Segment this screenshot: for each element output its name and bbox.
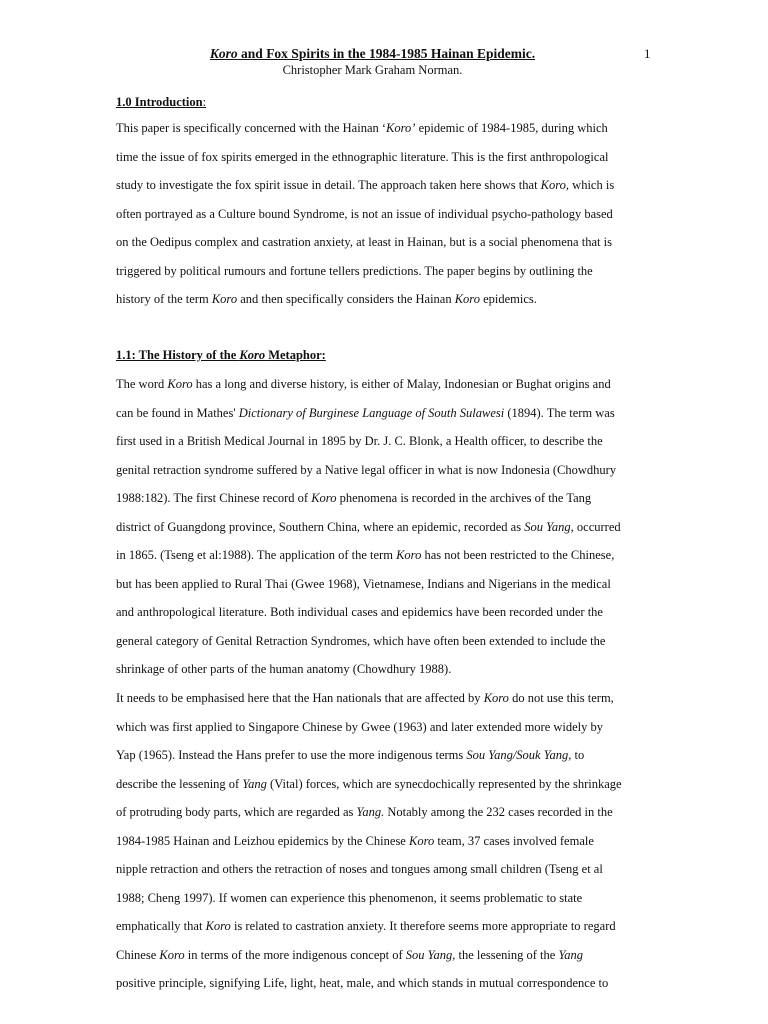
text-segment: history of the term <box>116 292 212 306</box>
text-segment: do not use this term, <box>508 691 614 705</box>
italic-term: Koro <box>483 691 509 705</box>
text-line <box>116 257 646 286</box>
text-segment: Notably among the 232 cases recorded in the <box>384 805 613 819</box>
italic-term: Sou Yang, <box>524 519 574 534</box>
section-heading-history <box>116 348 326 363</box>
italic-term: Dictionary of Burginese Language of South Sulawesi <box>238 405 505 420</box>
text-line <box>116 912 646 941</box>
text-segment: genital retraction syndrome suffered by a Native legal officer in what is now Indonesia (Chowdhury <box>116 462 617 477</box>
italic-term: Koro <box>454 292 480 306</box>
text-line <box>116 200 646 229</box>
text-line <box>116 285 646 314</box>
italic-term: Yang <box>558 947 584 962</box>
text-line <box>116 770 646 799</box>
text-line <box>116 627 646 656</box>
text-segment: general category of Genital Retraction Syndromes, which have often been extended to include the <box>116 633 606 648</box>
text-line <box>116 884 646 913</box>
title-italic: Koro <box>209 46 238 61</box>
text-segment: of protruding body parts, which are regarded as <box>116 805 357 819</box>
paragraph-han-nationals <box>116 684 646 998</box>
text-segment: time the issue of fox spirits emerged in the ethnographic literature. This is the first anthropological <box>116 149 609 164</box>
text-line <box>116 228 646 257</box>
paper-title <box>0 46 745 62</box>
author-name: Christopher Mark Graham Norman. <box>282 63 463 77</box>
text-line <box>116 171 646 200</box>
text-segment: positive principle, signifying Life, light, heat, male, and which stands in mutual correspondence to <box>116 976 609 990</box>
text-segment: (1894). The term was <box>504 405 615 420</box>
italic-term: Yang <box>242 776 267 791</box>
text-line <box>116 655 646 684</box>
italic-term: Koro <box>159 947 185 962</box>
text-segment: has a long and diverse history, is either of Malay, Indonesian or Bughat origins and <box>192 377 611 391</box>
text-segment: The word <box>116 377 168 391</box>
italic-term: Sou Yang/Souk Yang, <box>466 748 572 762</box>
text-segment: epidemics. <box>479 292 537 306</box>
italic-term: Koro <box>211 292 238 306</box>
text-line <box>116 713 646 742</box>
text-segment: This paper is specifically concerned with the Hainan ‘ <box>116 121 387 135</box>
text-line <box>116 399 646 428</box>
heading-text: 1.0 Introduction <box>116 95 203 109</box>
italic-term: Koro <box>205 919 231 933</box>
italic-term: Koro <box>167 377 193 391</box>
italic-term: Koro, <box>540 178 570 192</box>
text-segment: 1988:182). The first Chinese record of <box>116 491 312 505</box>
text-segment: nipple retraction and others the retraction of noses and tongues among small children (Tseng et al <box>116 862 603 876</box>
text-line <box>116 484 646 513</box>
text-segment: but has been applied to Rural Thai (Gwee 1968), Vietnamese, Indians and Nigerians in the medical <box>116 576 611 591</box>
text-segment: which was first applied to Singapore Chinese by Gwee (1963) and later extended more widely by <box>116 719 604 734</box>
section-heading-introduction <box>116 95 206 110</box>
italic-term: Yang. <box>356 805 385 819</box>
text-segment: often portrayed as a Culture bound Syndrome, is not an issue of individual psycho-pathology based <box>116 206 613 221</box>
text-segment: occurred <box>573 519 621 534</box>
heading-suffix: : <box>202 95 207 109</box>
text-segment: to <box>571 748 585 762</box>
heading-text: 1.1: The History of the <box>116 348 240 362</box>
text-segment: district of Guangdong province, Southern China, where an epidemic, recorded as <box>116 519 525 534</box>
italic-term: Koro <box>396 548 422 562</box>
paragraph-history <box>116 370 646 684</box>
text-segment: Chinese <box>116 947 160 962</box>
text-segment: which is <box>569 178 615 192</box>
text-segment: can be found in Mathes' <box>116 405 239 420</box>
italic-term: Koro <box>311 491 337 505</box>
heading-italic: Koro <box>239 348 266 362</box>
text-line <box>116 513 646 542</box>
text-line <box>116 798 646 827</box>
text-segment: study to investigate the fox spirit issue in detail. The approach taken here shows that <box>116 178 541 192</box>
text-segment: 1984-1985 Hainan and Leizhou epidemics by the Chinese <box>116 833 409 848</box>
text-segment: 1988; Cheng 1997). If women can experience this phenomenon, it seems problematic to state <box>116 890 583 905</box>
heading-text-end: Metaphor: <box>265 348 326 362</box>
italic-term: Koro <box>408 833 435 848</box>
text-segment: first used in a British Medical Journal in 1895 by Dr. J. C. Blonk, a Health officer, to describe the <box>116 434 603 448</box>
title-rest: and Fox Spirits in the 1984-1985 Hainan Epidemic. <box>237 46 536 61</box>
text-segment: and then specifically considers the Hainan <box>237 292 455 306</box>
text-segment: in 1865. (Tseng et al:1988). The application of the term <box>116 548 397 562</box>
text-segment: epidemic of 1984-1985, during which <box>415 121 608 135</box>
text-line <box>116 741 646 770</box>
text-line <box>116 598 646 627</box>
text-line <box>116 969 646 998</box>
page-number: 1 <box>644 46 651 61</box>
text-segment: Yap (1965). Instead the Hans prefer to use the more indigenous terms <box>116 748 467 762</box>
text-segment: in terms of the more indigenous concept of <box>184 947 406 962</box>
text-segment: the lessening of the <box>455 947 559 962</box>
text-line <box>116 541 646 570</box>
text-segment: shrinkage of other parts of the human anatomy (Chowdhury 1988). <box>116 662 452 676</box>
text-segment: has not been restricted to the Chinese, <box>421 548 615 562</box>
text-line <box>116 941 646 970</box>
text-segment: and anthropological literature. Both individual cases and epidemics have been recorded under the <box>116 605 603 619</box>
text-segment: team, 37 cases involved female <box>434 833 594 848</box>
text-line <box>116 456 646 485</box>
text-line <box>116 143 646 172</box>
text-segment: triggered by political rumours and fortune tellers predictions. The paper begins by outlining the <box>116 263 593 278</box>
italic-term: Sou Yang, <box>405 947 456 962</box>
text-segment: (Vital) forces, which are synecdochically represented by the shrinkage <box>266 776 622 791</box>
text-segment: is related to castration anxiety. It therefore seems more appropriate to regard <box>230 919 616 933</box>
text-segment: phenomena is recorded in the archives of the Tang <box>336 491 592 505</box>
text-line <box>116 114 646 143</box>
text-line <box>116 827 646 856</box>
text-line <box>116 684 646 713</box>
italic-term: Koro’ <box>386 121 416 135</box>
text-segment: It needs to be emphasised here that the Han nationals that are affected by <box>116 691 484 705</box>
text-line <box>116 570 646 599</box>
paragraph-introduction <box>116 114 646 314</box>
text-segment: emphatically that <box>116 919 206 933</box>
text-line <box>116 370 646 399</box>
text-segment: describe the lessening of <box>116 776 243 791</box>
text-segment: on the Oedipus complex and castration anxiety, at least in Hainan, but is a social phenomena that is <box>116 235 612 249</box>
text-line <box>116 855 646 884</box>
text-line <box>116 427 646 456</box>
